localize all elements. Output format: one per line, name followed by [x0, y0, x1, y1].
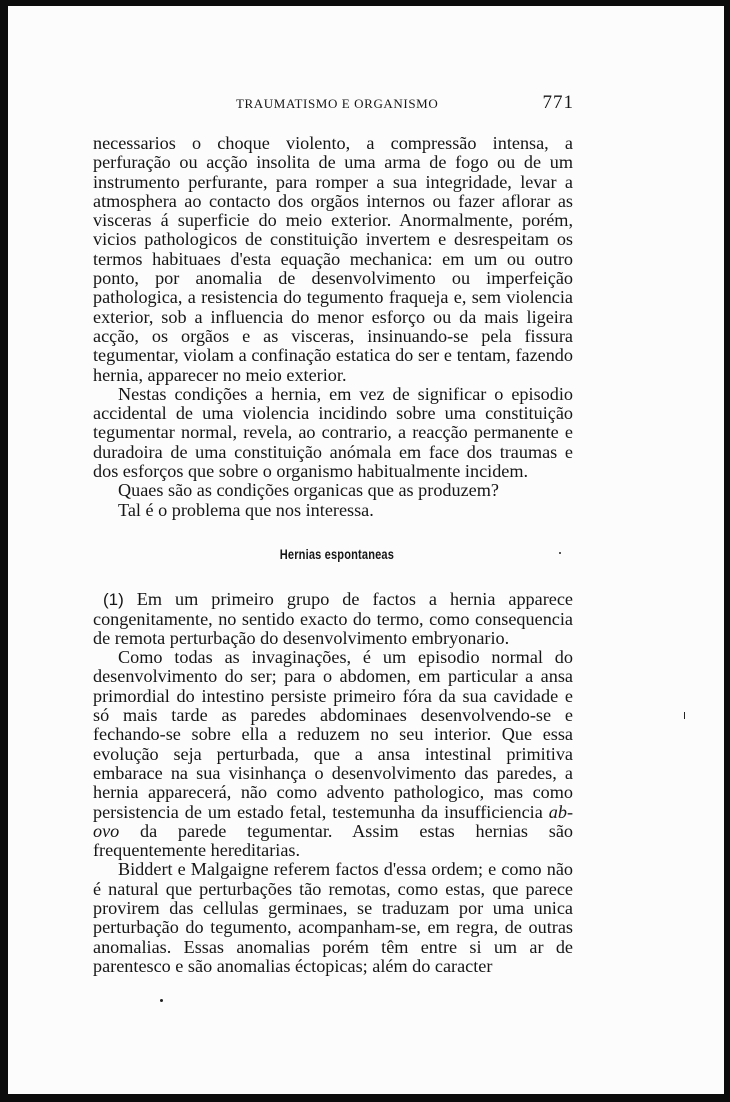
item-text: Em um primeiro grupo de factos a hernia apparece congenitamente, no sentido exacto do termo, como consequencia de remota perturbação do desenvolvimento embryonario.: [93, 589, 573, 648]
italic-term: ab-ovo: [93, 801, 574, 841]
item-number: (1): [103, 590, 124, 610]
page-number: 771: [542, 92, 574, 113]
paragraph-question: Quaes são as condições organicas que as produzem?: [118, 480, 499, 501]
paragraph-problem: Tal é o problema que nos interessa.: [118, 499, 374, 520]
page-body: [93, 134, 573, 976]
scan-speck: [160, 999, 163, 1002]
page-header: [236, 92, 574, 114]
scan-speck: [559, 552, 561, 554]
paragraph-biddert: Biddert e Malgaigne referem factos d'essa ordem; e como não é natural que perturbações tão remotas, como estas, que parece provirem das cellulas germinaes, se traduzam por uma unica perturbação do tegumento, acompanham-se, em regra, de outras anomalias. Essas anomalias porém têm entre si um ar de parentesco e são anomalias éctopicas; além do caracter: [93, 859, 573, 976]
paragraph-invaginations-text-1: Como todas as invaginações, é um episodio normal do desenvolvimento do ser; para o abdomen, em particular a ansa primordial do intestino persiste primeiro fóra da sua cavidade e só mais tarde as paredes abdominaes desenvolvendo-se e fechando-se sobre ella a reduzem no seu interior. Que essa evolução seja perturbada, que a ansa intestinal primitiva embarace na sua visinhança o desenvolvimento das paredes, a hernia apparecerá, não como advento pathologico, mas como persistencia de um estado fetal, testemunha da insufficiencia: [93, 647, 573, 822]
running-title: TRAUMATISMO E ORGANISMO: [236, 96, 439, 111]
paragraph-invaginations-text-2: da parede tegumentar. Assim estas hernias são frequentemente hereditarias.: [93, 820, 573, 861]
paragraph-continuation: necessarios o choque violento, a compressão intensa, a perfuração ou acção insolita de uma arma de fogo ou de um instrumento perfurante, para romper a sua integridade, levar a atmosphera ao contacto dos orgãos internos ou fazer aflorar as visceras á superficie do meio exterior. Anormalmente, porém, vicios pathologicos de constituição invertem e desrespeitam os termos habituaes d'esta equação mechanica: em um ou outro ponto, por anomalia de desenvolvimento ou imperfeição pathologica, a resistencia do tegumento fraqueja e, sem violencia exterior, sob a influencia do menor esforço ou da mais ligeira acção, os orgãos e as visceras, insinuando-se pela fissura tegumentar, violam a confinação estatica do ser e tentam, fazendo hernia, apparecer no meio exterior.: [93, 133, 573, 385]
paragraph-conditions: Nestas condições a hernia, em vez de significar o episodio accidental de uma violencia incidindo sobre uma constituição tegumentar normal, revela, ao contrario, a reacção permanente e duradoira de uma constituição anómala em face dos traumas e dos esforços que sobre o organismo habitualmente incidem.: [93, 383, 573, 482]
paragraph-invaginations: [93, 648, 573, 860]
numbered-paragraph: [93, 590, 573, 648]
scan-speck: [684, 712, 685, 719]
section-heading: Hernias espontaneas: [279, 546, 395, 563]
